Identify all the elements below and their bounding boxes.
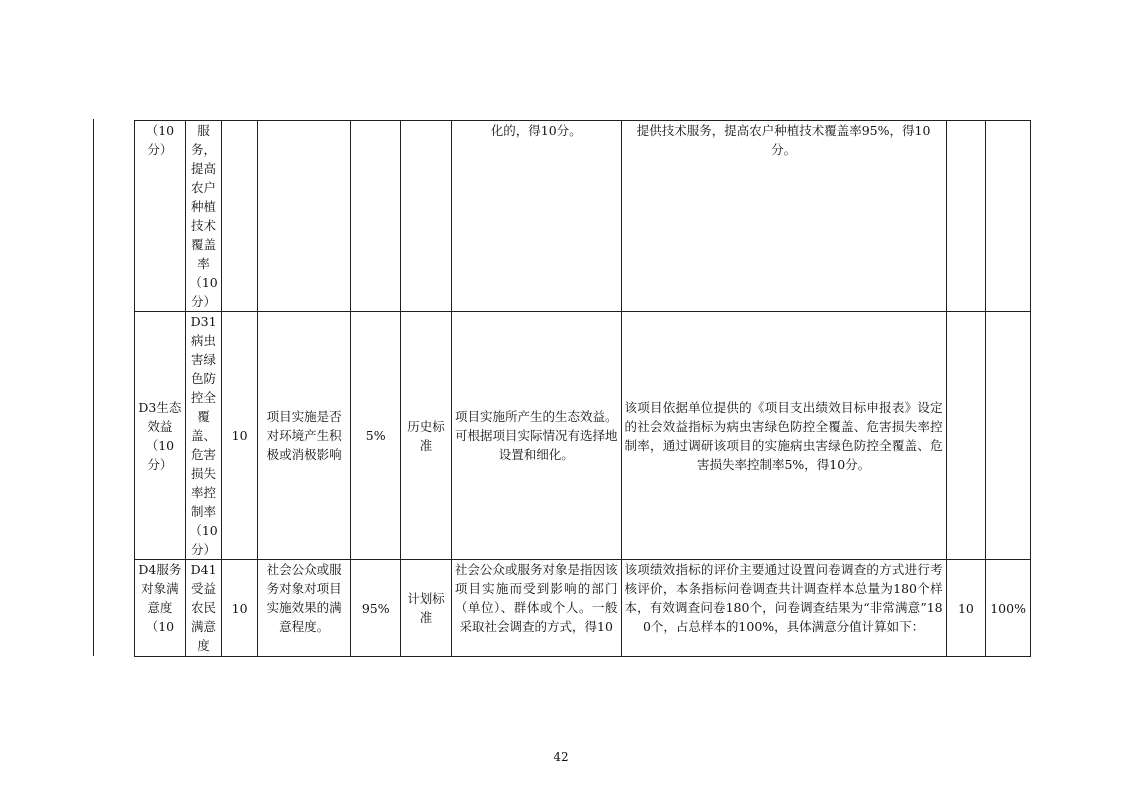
cell-rate: 100% xyxy=(986,560,1031,657)
cell-rate xyxy=(986,312,1031,560)
cell-target: 95% xyxy=(351,560,401,657)
cell-description: 项目实施是否对环境产生积极或消极影响 xyxy=(257,312,350,560)
table-row xyxy=(135,560,1031,657)
cell-method: 社会公众或服务对象是指因该项目实施而受到影响的部门（单位）、群体或个人。一般采取社会调查的方式，得10 xyxy=(451,560,621,657)
cell-weight: 10 xyxy=(222,312,258,560)
cell-score xyxy=(946,121,986,312)
cell-evaluation: 提供技术服务，提高农户种植技术覆盖率95%，得10分。 xyxy=(621,121,946,312)
cell-standard: 历史标准 xyxy=(401,312,452,560)
cell-sub-indicator: 服务，提高农户种植技术覆盖率（10分） xyxy=(185,121,222,312)
cell-category: （10分） xyxy=(135,121,186,312)
cell-evaluation: 该项绩效指标的评价主要通过设置问卷调查的方式进行考核评价，本条指标问卷调查共计调查样本总量为180个样本，有效调查问卷180个，问卷调查结果为“非常满意”180个，占总样本的100%，具体满意分值计算如下： xyxy=(621,560,946,657)
cell-method: 项目实施所产生的生态效益。可根据项目实际情况有选择地设置和细化。 xyxy=(451,312,621,560)
cell-description xyxy=(257,121,350,312)
cell-method: 化的，得10分。 xyxy=(451,121,621,312)
cell-standard xyxy=(401,121,452,312)
cell-score xyxy=(946,312,986,560)
cell-description: 社会公众或服务对象对项目实施效果的满意程度。 xyxy=(257,560,350,657)
cell-target: 5% xyxy=(351,312,401,560)
cell-weight: 10 xyxy=(222,560,258,657)
cell-weight xyxy=(222,121,258,312)
evaluation-table xyxy=(134,120,1031,657)
page-number: 42 xyxy=(553,750,569,764)
left-margin-rule xyxy=(93,119,94,656)
cell-evaluation: 该项目依据单位提供的《项目支出绩效目标申报表》设定的社会效益指标为病虫害绿色防控全覆盖、危害损失率控制率，通过调研该项目的实施病虫害绿色防控全覆盖、危害损失率控制率5%，得10分。 xyxy=(621,312,946,560)
cell-score: 10 xyxy=(946,560,986,657)
cell-sub-indicator: D31病虫害绿色防控全覆盖、危害损失率控制率（10分） xyxy=(185,312,222,560)
cell-rate xyxy=(986,121,1031,312)
cell-sub-indicator: D41受益农民满意度 xyxy=(185,560,222,657)
cell-category: D3生态效益（10分） xyxy=(135,312,186,560)
table-row xyxy=(135,312,1031,560)
cell-target xyxy=(351,121,401,312)
table-row xyxy=(135,121,1031,312)
cell-standard: 计划标准 xyxy=(401,560,452,657)
cell-category: D4服务对象满意度（10 xyxy=(135,560,186,657)
